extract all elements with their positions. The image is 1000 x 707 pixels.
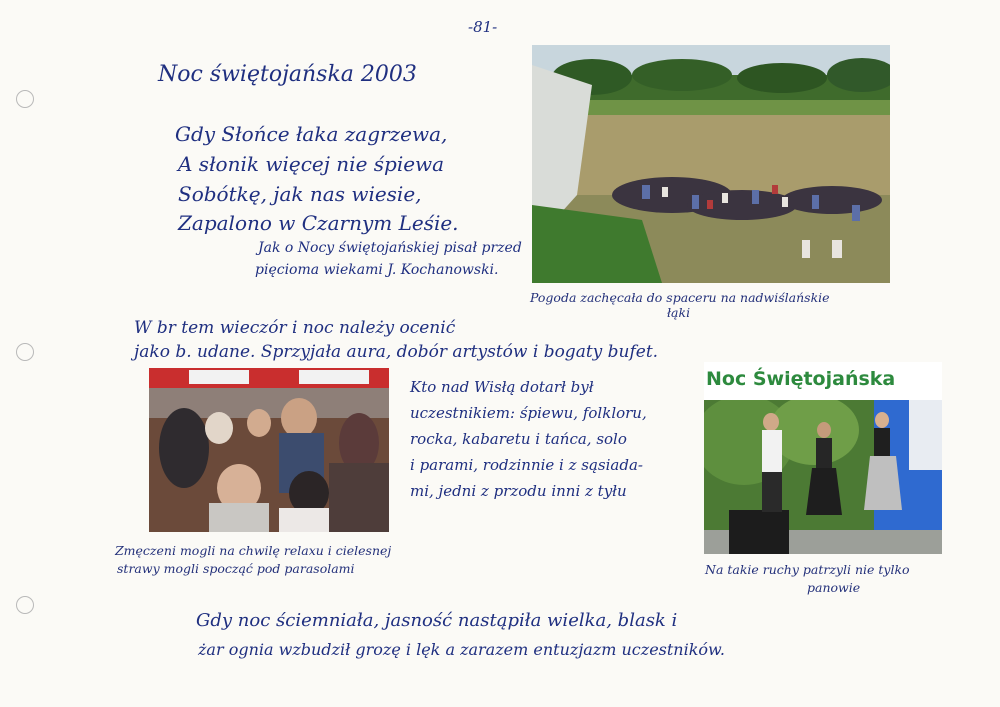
attribution-line: pięcioma wiekami J. Kochanowski. bbox=[255, 262, 499, 278]
clipping-heading: Noc Świętojańska bbox=[706, 368, 896, 390]
left-photo-caption: Zmęczeni mogli na chwilę relaxu i cielesnej bbox=[115, 543, 392, 558]
right-photo-caption: panowie bbox=[807, 580, 861, 595]
page-title: Noc świętojańska 2003 bbox=[158, 62, 417, 87]
left-photo-caption: strawy mogli spocząć pod parasolami bbox=[117, 561, 355, 576]
attribution-line: Jak o Nocy świętojańskiej pisał przed bbox=[258, 240, 522, 256]
paragraph-line: W br tem wieczór i noc należy ocenić bbox=[134, 318, 456, 338]
page-number: -81- bbox=[468, 18, 498, 36]
newspaper-clipping bbox=[704, 362, 942, 554]
stage-dancers-photo bbox=[704, 400, 942, 554]
poem-line: Gdy Słońce łaka zagrzewa, bbox=[175, 122, 448, 146]
right-photo-caption: Na takie ruchy patrzyli nie tylko bbox=[705, 562, 910, 577]
festival-tables-photo bbox=[149, 368, 389, 532]
middle-text-line: mi, jedni z przodu inni z tyłu bbox=[410, 482, 627, 500]
top-photo-caption: łąki bbox=[667, 305, 691, 320]
punch-hole-bottom bbox=[16, 596, 34, 614]
middle-text-line: i parami, rodzinnie i z sąsiada- bbox=[410, 456, 643, 474]
poem-line: Zapalono w Czarnym Leśie. bbox=[178, 211, 459, 235]
middle-text-line: rocka, kabaretu i tańca, solo bbox=[410, 430, 627, 448]
punch-hole-middle bbox=[16, 343, 34, 361]
poem-line: Sobótkę, jak nas wiesie, bbox=[178, 182, 422, 206]
middle-text-line: Kto nad Wisłą dotarł był bbox=[410, 378, 594, 396]
paragraph-line: jako b. udane. Sprzyjała aura, dobór artystów i bogaty bufet. bbox=[134, 342, 659, 362]
closing-line: Gdy noc ściemniała, jasność nastąpiła wielka, blask i bbox=[196, 610, 678, 631]
middle-text-line: uczestnikiem: śpiewu, folkloru, bbox=[410, 404, 647, 422]
poem-line: A słonik więcej nie śpiewa bbox=[178, 152, 445, 176]
closing-line: żar ognia wzbudził grozę i lęk a zarazem entuzjazm uczestników. bbox=[198, 640, 725, 659]
meadow-crowd-photo bbox=[532, 45, 890, 283]
punch-hole-top bbox=[16, 90, 34, 108]
top-photo-caption: Pogoda zachęcała do spaceru na nadwiślańskie bbox=[530, 290, 830, 305]
